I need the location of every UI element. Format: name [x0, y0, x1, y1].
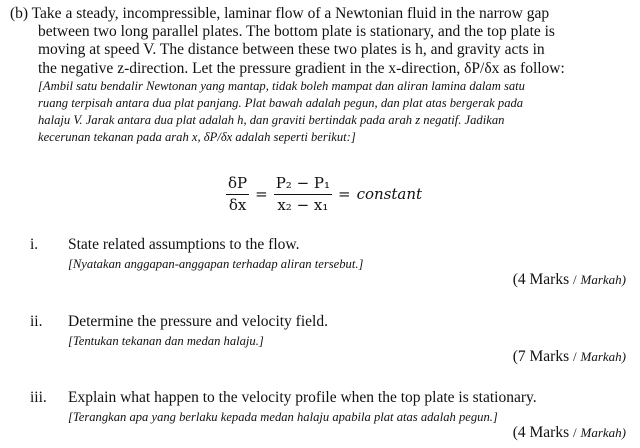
rhs-fraction: [274, 174, 332, 215]
question-text-malay: [Nyatakan anggapan-anggapan terhadap aliran tersebut.]: [68, 257, 364, 271]
marks-count: (7 Marks: [512, 348, 570, 365]
marks-label-iii: [513, 424, 626, 442]
lhs-fraction: [226, 174, 249, 215]
equals-sign-2: =: [338, 185, 351, 203]
intro-line-4: the negative z-direction. Let the pressure gradient in the x-direction, δP/δx as follow:: [38, 59, 565, 77]
lhs-numerator: δP: [226, 174, 249, 195]
marks-label-i: [513, 271, 626, 289]
question-number: ii.: [30, 313, 43, 330]
equals-sign-1: =: [255, 185, 268, 203]
rhs-denominator: x₂ − x₁: [277, 195, 329, 214]
markah-label: Markah): [580, 349, 626, 364]
question-text-malay: [Tentukan tekanan dan medan halaju.]: [68, 334, 264, 348]
rhs-numerator: P₂ − P₁: [274, 174, 332, 195]
marks-separator: /: [573, 425, 577, 440]
question-number: i.: [30, 236, 39, 253]
marks-count: (4 Marks: [512, 424, 570, 441]
question-number: iii.: [30, 389, 47, 406]
intro-line-1: (b) Take a steady, incompressible, laminar flow of a Newtonian fluid in the narrow gap: [10, 5, 550, 22]
intro-line-3: moving at speed V. The distance between these two plates is h, and gravity acts in: [38, 41, 545, 59]
constant-term: constant: [356, 185, 423, 203]
question-text-malay: [Terangkan apa yang berlaku kepada medan halaju apabila plat atas adalah pegun.]: [68, 410, 498, 424]
marks-separator: /: [573, 272, 577, 287]
intro-line-2: between two long parallel plates. The bottom plate is stationary, and the top plate is: [38, 23, 555, 41]
malay-line-2: ruang terpisah antara dua plat panjang. Plat bawah adalah pegun, dan plat atas bergerak pada: [38, 95, 524, 110]
markah-label: Markah): [580, 425, 626, 440]
question-text: State related assumptions to the flow.: [68, 236, 300, 253]
marks-label-ii: [513, 348, 626, 366]
marks-count: (4 Marks: [512, 271, 570, 288]
marks-separator: /: [573, 349, 577, 364]
question-text: Explain what happen to the velocity profile when the top plate is stationary.: [68, 389, 537, 406]
malay-line-1: [Ambil satu bendalir Newtonan yang mantap, tidak boleh mampat dan aliran lamina dalam satu: [38, 78, 525, 93]
malay-line-3: halaju V. Jarak antara dua plat adalah h, dan graviti bertindak pada arah z negatif. Jadikan: [38, 112, 505, 127]
question-text: Determine the pressure and velocity field.: [68, 313, 328, 330]
problem-statement: [10, 5, 626, 146]
lhs-denominator: δx: [228, 195, 247, 214]
pressure-gradient-equation: [226, 171, 422, 217]
markah-label: Markah): [580, 272, 626, 287]
malay-line-4: kecerunan tekanan pada arah x, δP/δx adalah seperti berikut:]: [38, 129, 356, 144]
